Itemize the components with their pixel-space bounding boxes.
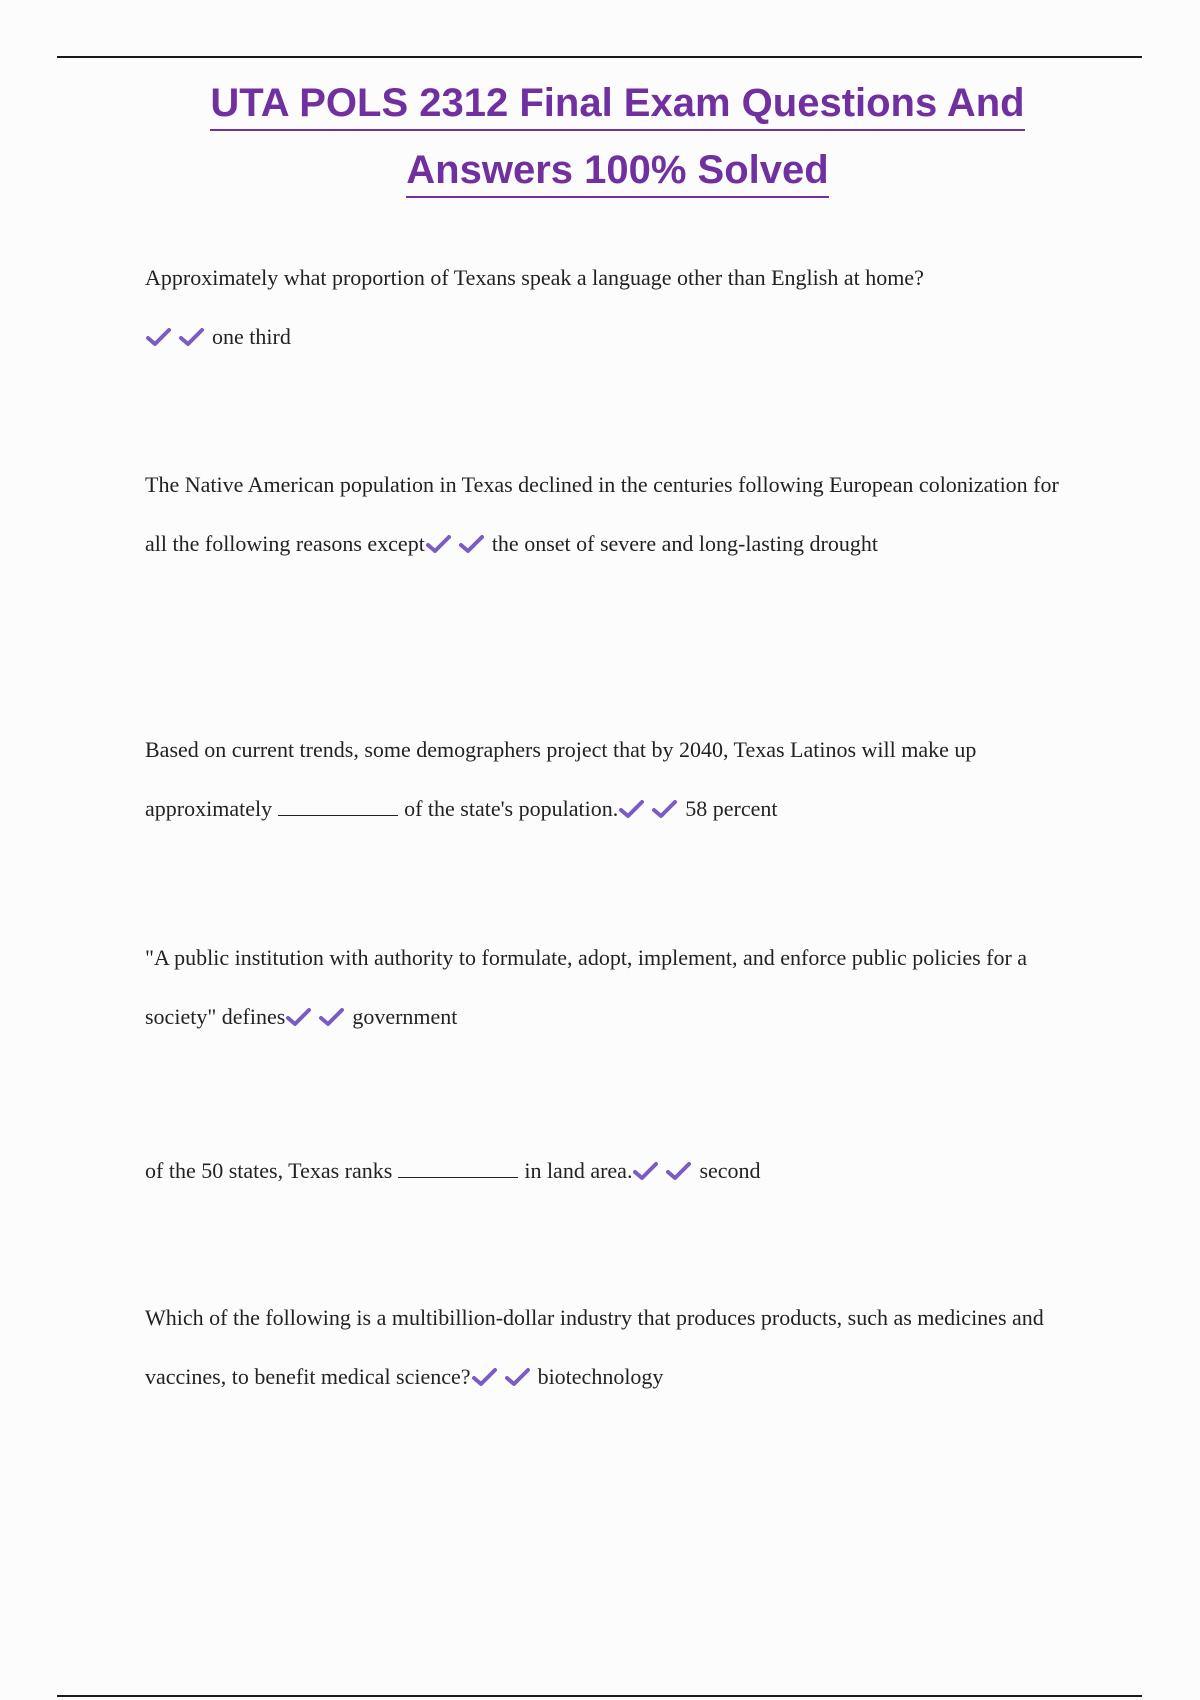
answer-text: the onset of severe and long-lasting drought — [491, 531, 878, 556]
checkmark-icon — [178, 327, 208, 347]
qa-item-1 — [145, 248, 1085, 366]
answer-text: government — [352, 1004, 458, 1029]
checkmark-icon — [425, 534, 455, 554]
checkmark-icon — [285, 1007, 315, 1027]
checkmark-icon — [471, 1367, 501, 1387]
checkmark-icon — [458, 534, 488, 554]
checkmark-icon — [665, 1161, 695, 1181]
checkmark-icon — [504, 1367, 534, 1387]
checkmark-icon — [618, 799, 648, 819]
qa-item-5 — [145, 1141, 1085, 1200]
question-text-after-blank: in land area. — [524, 1158, 633, 1183]
question-text: Approximately what proportion of Texans speak a language other than English at home? — [145, 265, 924, 290]
fill-in-blank — [278, 793, 398, 816]
answer-text: second — [699, 1158, 761, 1183]
question-text-before-blank: Based on current trends, some demographers project that by 2040, Texas Latinos will make up approximately — [145, 737, 977, 821]
page-title — [0, 72, 1200, 206]
answer-text: one third — [212, 324, 291, 349]
question-text-after-blank: of the state's population. — [404, 796, 619, 821]
question-text: Which of the following is a multibillion-dollar industry that produces products, such as medicines and vaccines, to benefit medical science? — [145, 1305, 1044, 1389]
fill-in-blank — [398, 1155, 518, 1178]
checkmark-icon — [145, 327, 175, 347]
question-text: The Native American population in Texas declined in the centuries following European colonization for all the following reasons except — [145, 472, 1059, 556]
qa-item-3 — [145, 720, 1085, 838]
title-line-2: Answers 100% Solved — [406, 144, 828, 198]
checkmark-icon — [651, 799, 681, 819]
answer-text: 58 percent — [685, 796, 778, 821]
checkmark-icon — [632, 1161, 662, 1181]
top-rule — [57, 56, 1142, 58]
checkmark-icon — [318, 1007, 348, 1027]
title-line-1: UTA POLS 2312 Final Exam Questions And — [210, 77, 1024, 131]
answer-line — [145, 307, 1085, 366]
question-text: "A public institution with authority to formulate, adopt, implement, and enforce public policies for a society" defines — [145, 945, 1028, 1029]
bottom-rule — [57, 1695, 1142, 1697]
answer-text: biotechnology — [537, 1364, 664, 1389]
qa-item-4 — [145, 928, 1085, 1046]
question-text-before-blank: of the 50 states, Texas ranks — [145, 1158, 393, 1183]
qa-item-2 — [145, 455, 1085, 573]
qa-item-6 — [145, 1288, 1085, 1406]
